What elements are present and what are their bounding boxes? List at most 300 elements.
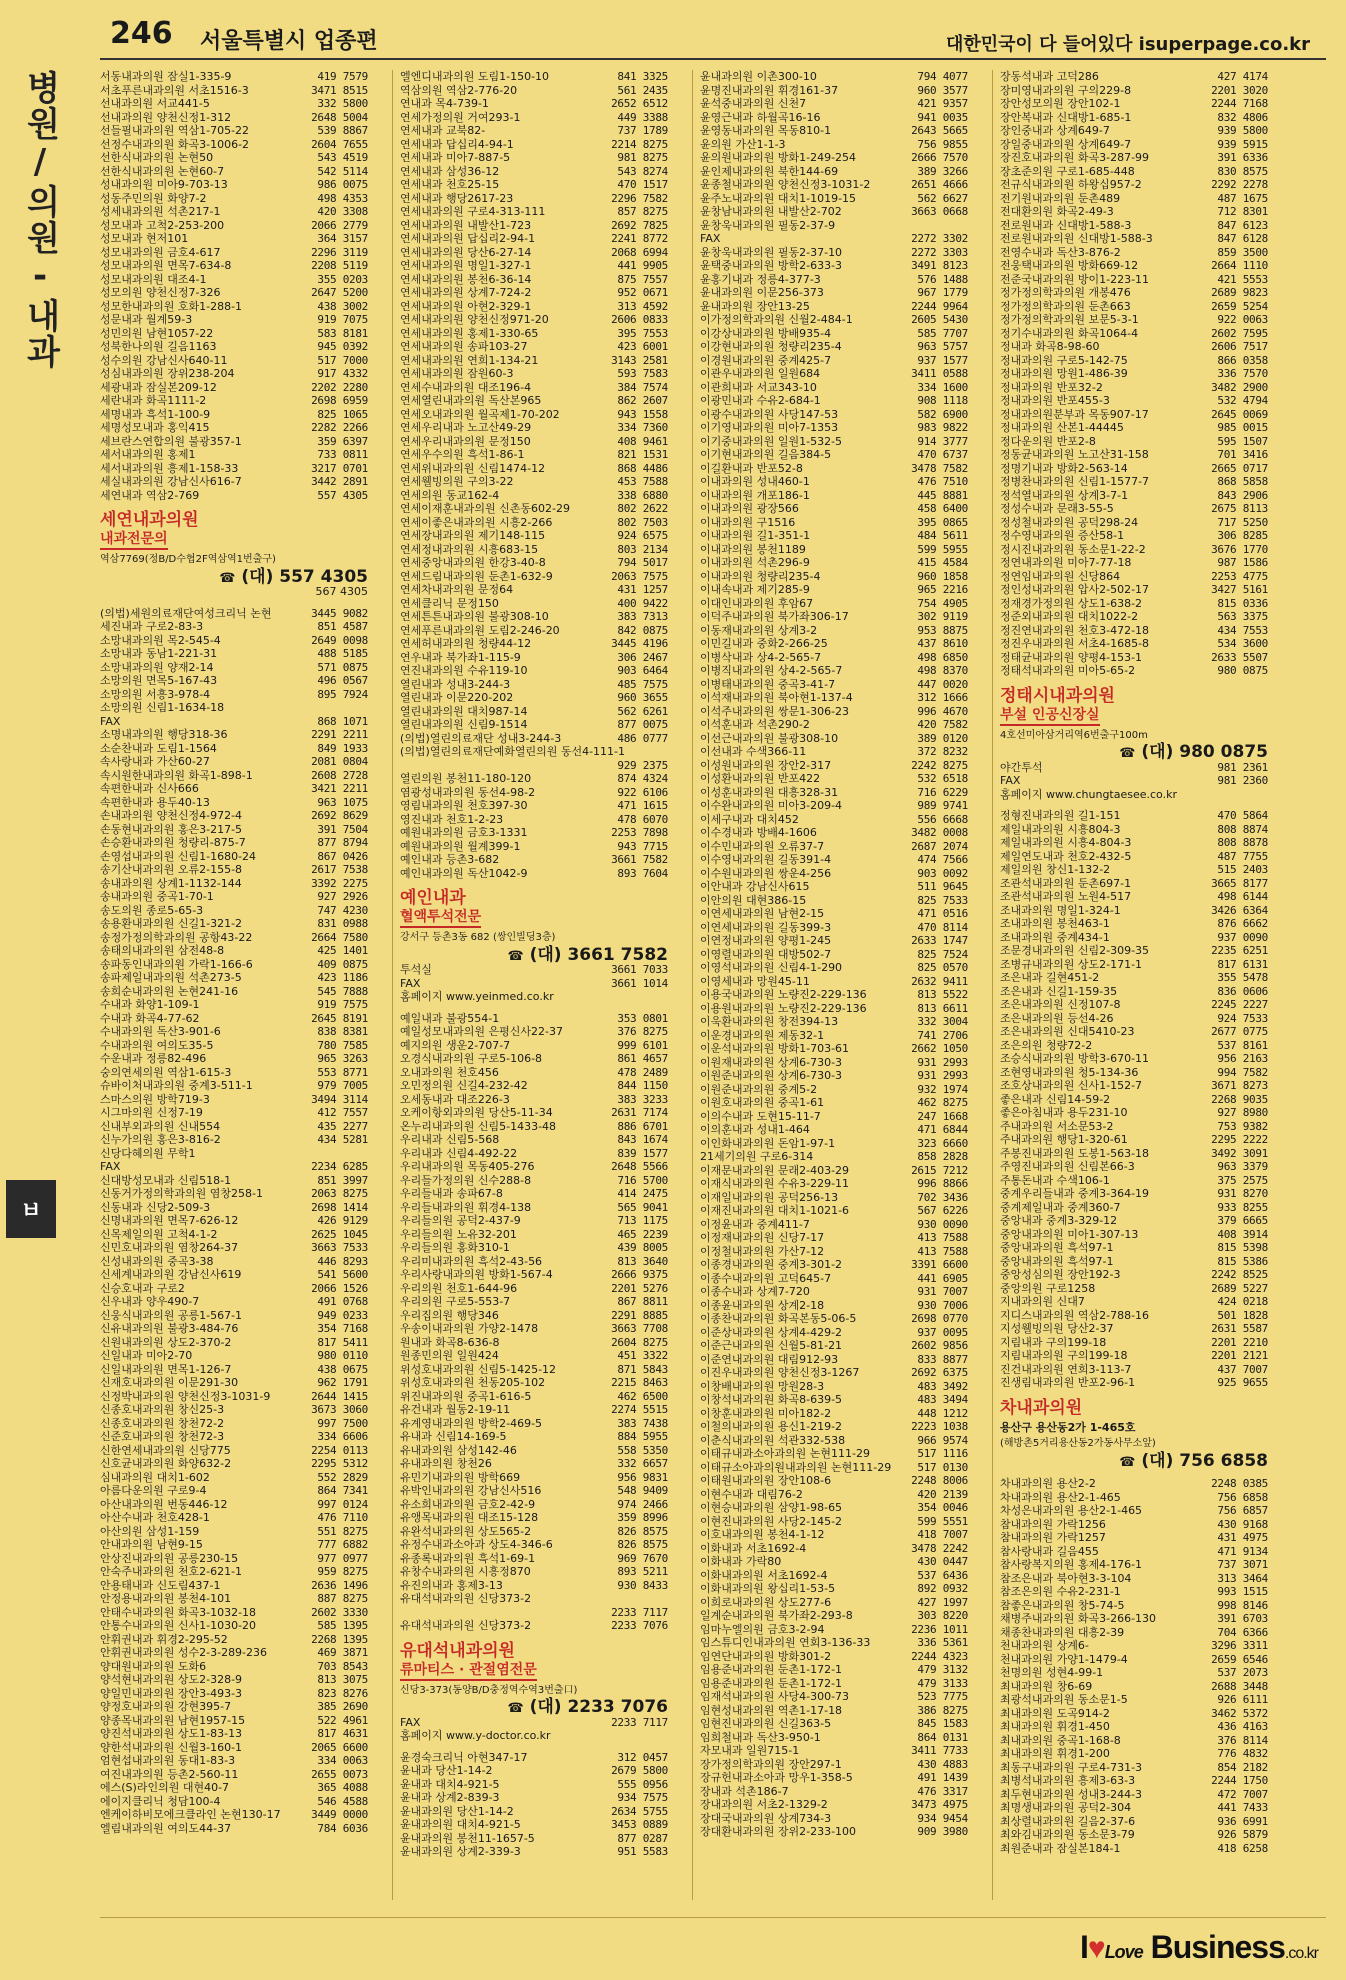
listing-name: 홈페이지 www.y-doctor.co.kr [400, 1729, 551, 1742]
listing-phone: 2201 3020 [1211, 83, 1268, 97]
listing-row [400, 772, 668, 786]
listing-row [100, 863, 368, 877]
listing-row [700, 70, 968, 84]
listing-phone: 939 5800 [1217, 124, 1268, 137]
listing-phone: 776 4832 [1217, 1747, 1268, 1760]
listing-group [400, 1751, 668, 1859]
listing-row [700, 678, 968, 692]
listing-row [400, 84, 668, 98]
listing-row [400, 246, 668, 260]
listing-phone: 936 6991 [1217, 1814, 1268, 1828]
listing-phone: 336 5361 [917, 1636, 968, 1649]
listing-name: 윤영근내과 하월곡16-16 [700, 110, 821, 124]
listing-phone: 2652 6512 [611, 97, 668, 110]
listing-name: 안용태내과 신도림437-1 [100, 1578, 221, 1592]
listing-phone: 922 0063 [1217, 313, 1268, 326]
column-divider [992, 70, 993, 1900]
listing-name: 이내과의원 청량리235-4 [700, 569, 821, 583]
listing-phone: 924 6575 [617, 529, 668, 542]
listing-row [100, 944, 368, 958]
listing-name: 이영석내과의원 신림4-1-290 [700, 961, 843, 974]
listing-name: 장대국내과의원 상계734-3 [700, 1811, 832, 1825]
listing-row [400, 273, 668, 287]
listing-phone: 956 2163 [1217, 1052, 1268, 1065]
listing-name: 이세구내과 대치452 [700, 812, 799, 826]
listing-row [1000, 1066, 1268, 1080]
listing-name: 윤홍기내과 정릉4-377-3 [700, 272, 821, 286]
listing-row [700, 1096, 968, 1110]
listing-row [700, 1164, 968, 1178]
listing-row [700, 705, 968, 719]
listing-row [400, 1295, 668, 1309]
listing-name: 전로원내과 신대방1-588-3 [1000, 218, 1132, 232]
listing-name: 최와김내과의원 동소문3-79 [1000, 1828, 1135, 1841]
listing-row [1000, 1761, 1268, 1775]
listing-phone: 593 7583 [617, 367, 668, 380]
listing-row [400, 1818, 668, 1832]
listing-phone: 555 0956 [617, 1777, 668, 1791]
listing-name: 안휘권내과 휘경2-295-52 [100, 1632, 228, 1646]
ad-subtitle: 혈액투석전문 [400, 908, 481, 928]
listing-phone: 2295 2222 [1211, 1133, 1268, 1146]
listing-phone: 3478 7582 [911, 461, 968, 475]
listing-phone: 332 5800 [317, 97, 368, 110]
listing-name: 유계영내과의원 방학2-469-5 [400, 1416, 543, 1430]
listing-row [1000, 1241, 1268, 1255]
listing-phone: 784 6036 [317, 1821, 368, 1835]
listing-row [400, 286, 668, 300]
listing-name: 속편한내과 용두40-13 [100, 795, 210, 809]
listing-name: 송용환내과의원 신길1-321-2 [100, 917, 243, 930]
listing-row [700, 1002, 968, 1016]
listing-row [700, 637, 968, 651]
listing-phone: 3411 7733 [911, 1744, 968, 1757]
listing-row [100, 715, 368, 729]
listing-row [100, 1363, 368, 1377]
listing-phone: 537 2073 [1217, 1666, 1268, 1679]
listing-name: 유종록내과의원 흑석1-69-1 [400, 1551, 536, 1565]
listing-phone: 877 8794 [317, 836, 368, 849]
listing-phone: 941 0035 [917, 110, 968, 124]
listing-name: 이수원내과의원 쌍운4-256 [700, 866, 832, 880]
listing-row [100, 1646, 368, 1660]
listing-phone: 2665 0717 [1211, 461, 1268, 475]
listing-phone: 517 7000 [317, 353, 368, 367]
listing-row [1000, 971, 1268, 985]
listing-phone: 817 4631 [317, 1727, 368, 1740]
listing-row [1000, 1585, 1268, 1599]
listing-phone: 2296 7582 [611, 191, 668, 205]
listing-row [100, 1376, 368, 1390]
listing-name: 오세동내과 대조226-3 [400, 1092, 510, 1106]
listing-row [100, 796, 368, 810]
listing-phone: 754 4905 [917, 596, 968, 610]
listing-phone: 733 0811 [317, 448, 368, 461]
listing-row [400, 124, 668, 138]
listing-phone: 999 6101 [617, 1038, 668, 1052]
site-tagline: 대한민국이 다 들어있다 isuperpage.co.kr [945, 34, 1310, 55]
listing-phone: 539 8867 [317, 124, 368, 137]
listing-row [700, 1812, 968, 1826]
listing-row [100, 1430, 368, 1444]
listing-name: 윤내과의원 상계2-339-3 [400, 1845, 521, 1858]
listing-row [100, 1025, 368, 1039]
listing-name: 중앙내과 중계3-329-12 [1000, 1214, 1118, 1227]
listing-phone: 375 2575 [1217, 1173, 1268, 1187]
listing-row [100, 462, 368, 476]
listing-name: 전규식내과의원 하왕십957-2 [1000, 178, 1142, 191]
listing-phone: 963 3379 [1217, 1160, 1268, 1173]
listing-row [400, 151, 668, 165]
listing-phone: 474 7566 [917, 853, 968, 866]
listing-name: 이내과의원 구1516 [700, 515, 796, 529]
listing-phone: 2666 9375 [611, 1268, 668, 1281]
listing-phone: 981 2360 [1217, 774, 1268, 787]
listing-phone: 2604 7655 [311, 137, 368, 151]
listing-phone: 2295 5312 [311, 1457, 368, 1470]
listing-name: 유완석내과의원 상도565-2 [400, 1524, 532, 1538]
listing-name: 신유내과의원 불광3-484-76 [100, 1322, 239, 1335]
listing-phone: 2233 7076 [611, 1619, 668, 1632]
listing-phone: 2659 5254 [1211, 299, 1268, 313]
listing-name: 연세중앙내과의원 한강3-40-8 [400, 556, 546, 569]
listing-phone: 3453 0889 [611, 1818, 668, 1831]
listing-row [700, 624, 968, 638]
listing-name: 지림내과의원 구의199-18 [1000, 1349, 1128, 1362]
listing-name: 이화내과의원 서초1692-4 [700, 1568, 828, 1582]
listing-name: 우리의원 천호1-644-96 [400, 1281, 518, 1295]
listing-name: 성모내과 고척2-253-200 [100, 218, 225, 232]
listing-name: 영진내과 천호1-2-23 [400, 812, 504, 826]
listing-phone: 903 6464 [617, 664, 668, 677]
listing-name: 선내과의원 서교441-5 [100, 97, 210, 110]
listing-row [1000, 583, 1268, 597]
listing-name: 세란내과 화곡1111-2 [100, 394, 207, 407]
listing-phone: 2602 9856 [911, 1339, 968, 1352]
listing-name: 우리들의원 홍화310-1 [400, 1241, 510, 1254]
listing-name: 연세정내과의원 시흥683-15 [400, 542, 539, 556]
listing-row [100, 755, 368, 769]
listing-phone: 582 6900 [917, 407, 968, 421]
listing-row [400, 1052, 668, 1066]
listing-row [1000, 84, 1268, 98]
ad-title: 차내과의원 [1000, 1397, 1083, 1418]
listing-row [400, 1457, 668, 1471]
listing-phone: 532 4794 [1217, 394, 1268, 407]
listing-row [700, 1636, 968, 1650]
listing-row [1000, 1363, 1268, 1377]
phone-icon: ☎ [507, 948, 524, 964]
listing-phone: 2244 7168 [1211, 97, 1268, 110]
listing-phone: 931 8270 [1217, 1187, 1268, 1200]
listing-row [1000, 367, 1268, 381]
listing-phone: 823 8276 [317, 1686, 368, 1700]
logo-suffix: .co.kr [1284, 1945, 1318, 1962]
listing-row [1000, 408, 1268, 422]
listing-name: 유대석내과의원 신당373-2 [400, 1619, 532, 1632]
listing-name: 윤영동내과의원 목동810-1 [700, 124, 832, 137]
listing-row [400, 1832, 668, 1846]
listing-row [100, 1228, 368, 1242]
listing-name: 이원준내과의원 상계6-730-3 [700, 1069, 843, 1082]
listing-phone: 886 6701 [617, 1119, 668, 1133]
listing-phone: 431 1257 [617, 583, 668, 596]
listing-row [100, 1768, 368, 1782]
listing-row [700, 408, 968, 422]
listing-row [400, 718, 668, 732]
listing-name: 연세우수의원 흑석1-86-1 [400, 448, 525, 461]
listing-phone: 969 7670 [617, 1551, 668, 1565]
listing-name: 이내과의원 석촌296-9 [700, 556, 810, 569]
listing-row [1000, 165, 1268, 179]
listing-row [1000, 394, 1268, 408]
listing-row [1000, 1282, 1268, 1296]
listing-row [400, 1498, 668, 1512]
listing-name: 신동내과 신당2-509-3 [100, 1200, 211, 1214]
listing-phone: 945 0392 [317, 340, 368, 353]
listing-row [100, 1309, 368, 1323]
listing-row [100, 850, 368, 864]
listing-row [100, 809, 368, 823]
listing-name: 조은내과 길현451-2 [1000, 971, 1100, 984]
listing-name: 정가정의학과의원 둔촌663 [1000, 299, 1131, 313]
listing-phone: 713 1175 [617, 1214, 668, 1227]
listing-name: 신민호내과의원 염창264-37 [100, 1241, 239, 1254]
listing-row [700, 1677, 968, 1691]
listing-phone: 960 3655 [617, 691, 668, 704]
listing-name: 투석실 [400, 963, 432, 976]
listing-phone: 874 4324 [617, 772, 668, 785]
column-divider [692, 70, 693, 1900]
listing-phone: 431 4975 [1217, 1531, 1268, 1544]
column-2 [400, 70, 668, 1859]
listing-row [400, 583, 668, 597]
listing-row [100, 1133, 368, 1147]
listing-row [100, 1660, 368, 1674]
listing-name: 임희철내과 독산3-950-1 [700, 1730, 821, 1744]
listing-phone: 383 7313 [617, 610, 668, 623]
listing-name: 오케이항외과의원 당산5-11-34 [400, 1106, 553, 1119]
listing-row [400, 1619, 668, 1633]
listing-name: 장내과 석촌186-7 [700, 1784, 789, 1798]
listing-row [100, 435, 368, 449]
listing-phone: 851 4587 [317, 620, 368, 633]
listing-phone: 842 0875 [617, 623, 668, 637]
listing-name: 장인중내과 상계649-7 [1000, 124, 1110, 137]
listing-row [700, 313, 968, 327]
listing-name: 임연단내과의원 방화301-2 [700, 1649, 832, 1663]
listing-row [700, 1258, 968, 1272]
listing-name: 손승환내과의원 청량리-875-7 [100, 836, 246, 849]
brand-logo[interactable] [1080, 1929, 1318, 1966]
listing-name: 이관우내과의원 일원684 [700, 367, 821, 380]
listing-row [1000, 1120, 1268, 1134]
listing-phone: 996 4670 [917, 704, 968, 718]
listing-row [100, 1714, 368, 1728]
listing-phone: 420 3308 [317, 205, 368, 218]
listing-phone: 532 6518 [917, 772, 968, 785]
listing-phone: 424 0218 [1217, 1295, 1268, 1308]
listing-phone: 515 2403 [1217, 863, 1268, 876]
listing-phone: 808 8878 [1217, 836, 1268, 849]
listing-phone: 862 2607 [617, 394, 668, 407]
listing-name: 송파동인내과의원 가락1-166-6 [100, 957, 253, 971]
listing-row [700, 1110, 968, 1124]
listing-row [1000, 1228, 1268, 1242]
listing-row [400, 1751, 668, 1765]
listing-name: 이용국내과의원 노량진2-229-136 [700, 988, 867, 1001]
listing-name: 지디스내과의원 역삼2-788-16 [1000, 1308, 1150, 1322]
listing-name: 이강현내과의원 청량리235-4 [700, 340, 842, 353]
listing-phone: 866 0358 [1217, 353, 1268, 367]
listing-phone: 408 3914 [1217, 1227, 1268, 1241]
listing-name: 이종찬내과의원 화곡본동5-06-5 [700, 1312, 857, 1325]
listing-name: 유진의내과 홍제3-13 [400, 1578, 503, 1592]
listing-name: 연세튼튼내과의원 불광308-10 [400, 610, 549, 623]
listing-name: 조은내과 신길1-159-35 [1000, 984, 1118, 998]
logo-brand: Business [1150, 1929, 1285, 1965]
listing-row [100, 1093, 368, 1107]
listing-name: 속시원한내과의원 화곡1-898-1 [100, 768, 253, 782]
listing-name: 중앙내과의원 흑석97-1 [1000, 1254, 1114, 1268]
listing-row [1000, 543, 1268, 557]
listing-name: 정시진내과의원 동소문1-22-2 [1000, 542, 1146, 556]
listing-name: 제일내과의원 시흥4-804-3 [1000, 836, 1132, 849]
listing-phone: 427 4174 [1217, 70, 1268, 83]
listing-name: 최내과의원 중곡1-168-8 [1000, 1733, 1121, 1747]
listing-name: 이기현내과의원 길음384-5 [700, 448, 832, 461]
listing-phone: 498 4353 [317, 191, 368, 205]
listing-row [1000, 1707, 1268, 1721]
listing-name: 선내과의원 양천신정1-312 [100, 110, 232, 124]
listing-name: 이진우내과의원 양천신정3-1267 [700, 1366, 860, 1379]
listing-name: 시그마의원 신정7-19 [100, 1106, 203, 1119]
listing-phone: 2234 6285 [311, 1160, 368, 1173]
listing-row [1000, 1093, 1268, 1107]
listing-row [100, 1120, 368, 1134]
listing-name: 천명의원 성현4-99-1 [1000, 1666, 1104, 1679]
listing-name: 주영진내과의원 신림본66-3 [1000, 1160, 1135, 1173]
listing-phone: 2604 8275 [611, 1335, 668, 1349]
listing-row [100, 1727, 368, 1741]
listing-name: 영림내과의원 천호397-30 [400, 799, 528, 812]
listing-phone: 553 8771 [317, 1065, 368, 1079]
listing-phone: 2647 5200 [311, 286, 368, 299]
listing-row [700, 1299, 968, 1313]
listing-phone: 415 4584 [917, 556, 968, 569]
listing-phone: 3661 1014 [611, 976, 668, 990]
listing-phone: 2201 2121 [1211, 1349, 1268, 1362]
listing-phone: 980 0875 [1217, 664, 1268, 677]
listing-row [1000, 1558, 1268, 1572]
listing-row [700, 1218, 968, 1232]
listing-name: 이의훈내과 성내1-464 [700, 1123, 810, 1136]
listing-name: 연세내과 답십리4-94-1 [400, 137, 514, 151]
listing-phone: 561 2435 [617, 83, 668, 97]
listing-phone: 854 2182 [1217, 1760, 1268, 1774]
listing-name: 우리의원 구로5-553-7 [400, 1295, 511, 1308]
listing-row [100, 1187, 368, 1201]
listing-name: 양진석내과의원 상도1-83-13 [100, 1727, 243, 1740]
listing-phone: 595 1507 [1217, 434, 1268, 448]
listing-name: 이성원내과의원 장안2-317 [700, 758, 832, 772]
listing-row [1000, 1815, 1268, 1829]
listing-row [700, 1623, 968, 1637]
listing-name: 이병직내과의원 상4-2-565-7 [700, 664, 843, 677]
listing-row [100, 259, 368, 273]
listing-phone: 3676 1770 [1211, 542, 1268, 556]
ad-subtitle: 부설 인공신장실 [1000, 706, 1100, 726]
listing-name: 연세내과 행당2617-23 [400, 191, 514, 205]
listing-phone: 419 7579 [317, 70, 368, 83]
listing-row [400, 745, 668, 759]
listing-phone: 537 8161 [1217, 1038, 1268, 1052]
listing-phone: 952 0671 [617, 286, 668, 299]
listing-row [1000, 1336, 1268, 1350]
listing-row [1000, 475, 1268, 489]
listing-phone: 2645 8191 [311, 1011, 368, 1025]
listing-phone: 826 8575 [617, 1524, 668, 1538]
listing-name: 소망의원 면목5-167-43 [100, 674, 218, 687]
listing-phone: 336 7570 [1217, 367, 1268, 380]
listing-row [1000, 286, 1268, 300]
listing-row [100, 1741, 368, 1755]
listing-phone: 576 1488 [917, 272, 968, 286]
listing-name: 조내과의원 중계434-1 [1000, 930, 1110, 944]
listing-phone: 413 7588 [917, 1244, 968, 1258]
listing-phone: 737 1789 [617, 124, 668, 137]
listing-phone: 484 5611 [917, 529, 968, 542]
listing-name: 양정호내과의원 강현395-7 [100, 1700, 232, 1713]
listing-name: 세서내과의원 홍제1 [100, 448, 196, 461]
listing-name: 이수민내과의원 오류37-7 [700, 839, 825, 853]
listing-phone: 354 0046 [917, 1501, 968, 1514]
listing-row [100, 1079, 368, 1093]
index-tab[interactable]: ㅂ [6, 1180, 56, 1238]
listing-row [700, 1528, 968, 1542]
listing-name: 윤창남내과의원 내발산2-702 [700, 205, 842, 218]
listing-name: 소망의원 서흥3-978-4 [100, 687, 211, 701]
listing-name: 윤내과 상계2-839-3 [400, 1791, 500, 1804]
listing-row [100, 286, 368, 300]
listing-name: 주내과의원 행당1-320-61 [1000, 1133, 1128, 1146]
listing-name: 성수의원 강남신사640-11 [100, 353, 228, 367]
listing-phone: 3491 8123 [911, 259, 968, 272]
listing-phone: 2648 5004 [311, 110, 368, 124]
listing-row [700, 1555, 968, 1569]
listing-row [1000, 421, 1268, 435]
listing-name: 연세위내과의원 신림1474-12 [400, 461, 546, 475]
listing-name: 이창배내과의원 망원28-3 [700, 1379, 825, 1393]
listing-row [100, 219, 368, 233]
listing-name: 연세열린내과의원 독산본965 [400, 394, 542, 407]
listing-phone: 332 3004 [917, 1015, 968, 1028]
listing-phone: 3663 7533 [311, 1241, 368, 1254]
listing-name: 이영렬내과의원 대방502-7 [700, 947, 832, 961]
listing-row [700, 556, 968, 570]
listing-name: 최내과의원 휘경1-450 [1000, 1720, 1110, 1733]
ad-box [400, 886, 668, 1006]
listing-phone: 864 0131 [917, 1730, 968, 1744]
listing-phone: 965 3263 [317, 1052, 368, 1065]
listing-phone: 3661 7033 [611, 963, 668, 976]
listing-name: 이수영내과의원 길동391-4 [700, 853, 832, 866]
listing-name: 장일중내과의원 상계649-7 [1000, 137, 1132, 151]
listing-phone: 930 8433 [617, 1578, 668, 1592]
listing-phone: 355 5478 [1217, 971, 1268, 984]
listing-row [700, 1501, 968, 1515]
listing-row [400, 1390, 668, 1404]
